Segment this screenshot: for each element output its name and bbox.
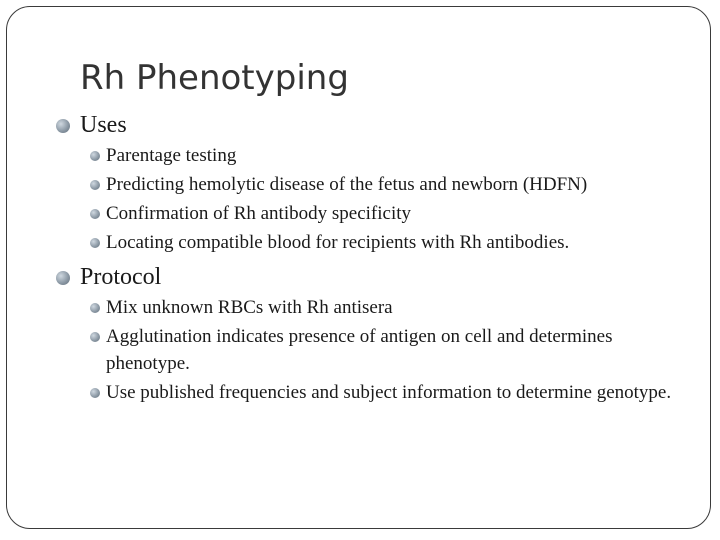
bullet-dot-icon xyxy=(90,388,100,398)
bullet-dot-icon xyxy=(90,180,100,190)
bullet-dot-icon xyxy=(90,332,100,342)
section-heading: Protocol xyxy=(80,264,162,290)
section-uses xyxy=(56,110,686,140)
list-item-text: Parentage testing xyxy=(106,145,237,166)
list-item-text: Predicting hemolytic disease of the fetus and newborn (HDFN) xyxy=(106,174,588,195)
list-item xyxy=(90,200,686,227)
list-item xyxy=(90,229,686,256)
bullet-dot-icon xyxy=(56,119,70,133)
list-item-text: Mix unknown RBCs with Rh antisera xyxy=(106,297,393,318)
list-item-text: Agglutination indicates presence of antigen on cell and determines phenotype. xyxy=(106,326,613,374)
bullet-dot-icon xyxy=(90,238,100,248)
list-item-text: Locating compatible blood for recipients with Rh antibodies. xyxy=(106,232,570,253)
list-item xyxy=(90,323,686,377)
list-item xyxy=(90,142,686,169)
list-item-text: Use published frequencies and subject information to determine genotype. xyxy=(106,382,672,403)
list-item xyxy=(90,379,686,406)
list-item xyxy=(90,294,686,321)
bullet-dot-icon xyxy=(90,209,100,219)
bullet-dot-icon xyxy=(56,271,70,285)
slide-content xyxy=(56,110,686,406)
list-item xyxy=(90,171,686,198)
list-item-text: Confirmation of Rh antibody specificity xyxy=(106,203,412,224)
section-heading: Uses xyxy=(80,112,127,138)
slide-title: Rh Phenotyping xyxy=(80,58,349,98)
bullet-dot-icon xyxy=(90,151,100,161)
section-protocol xyxy=(56,262,686,292)
bullet-dot-icon xyxy=(90,303,100,313)
